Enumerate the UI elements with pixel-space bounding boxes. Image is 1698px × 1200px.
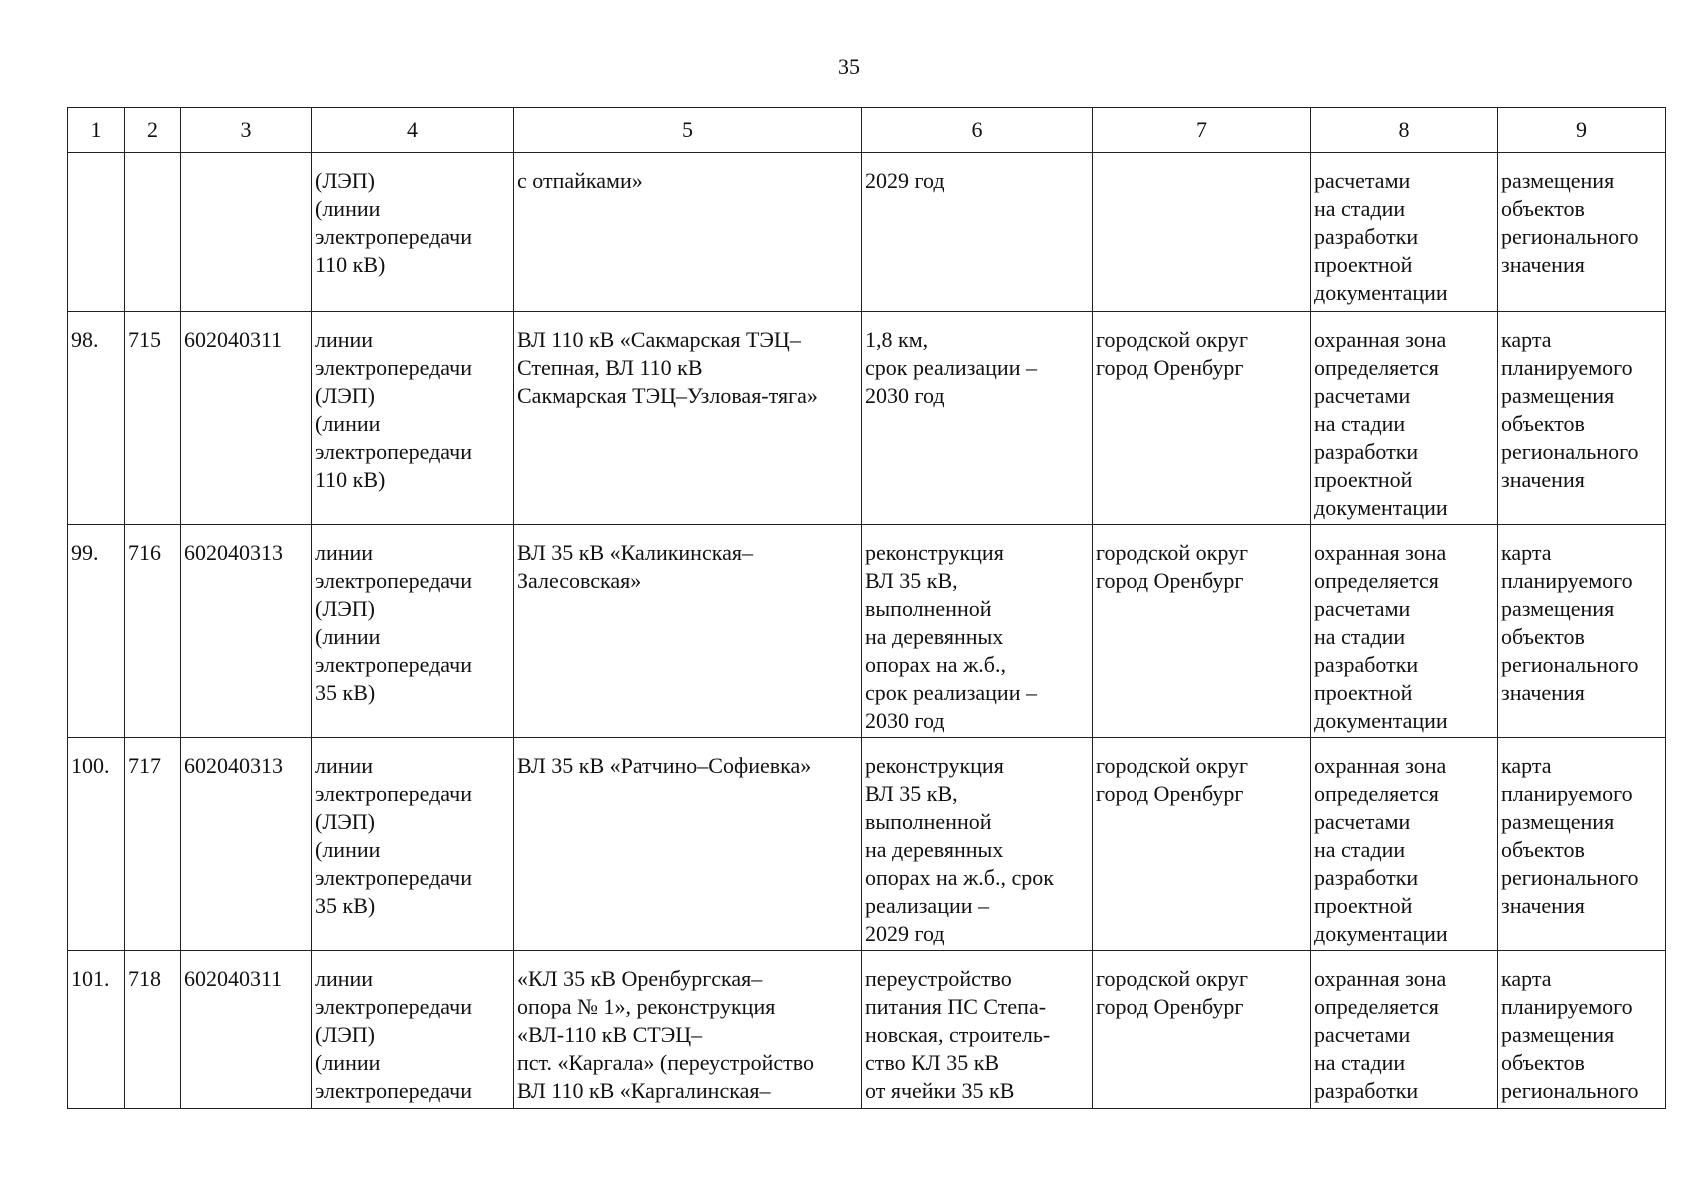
table-cell: линии электропередачи (ЛЭП) (линии электропередачи (312, 951, 514, 1109)
table-cell: карта планируемого размещения объектов регионального (1498, 951, 1666, 1109)
table-cell: реконструкция ВЛ 35 кВ, выполненной на деревянных опорах на ж.б., срок реализации – 2029 год (862, 738, 1093, 951)
table-cell: 99. (68, 525, 125, 738)
table-cell: 98. (68, 312, 125, 525)
table-cell: карта планируемого размещения объектов регионального значения (1498, 738, 1666, 951)
table-cell: реконструкция ВЛ 35 кВ, выполненной на деревянных опорах на ж.б., срок реализации – 2030 год (862, 525, 1093, 738)
table-cell: ВЛ 110 кВ «Сакмарская ТЭЦ– Степная, ВЛ 110 кВ Сакмарская ТЭЦ–Узловая-тяга» (514, 312, 862, 525)
table-cell: городской округ город Оренбург (1093, 312, 1311, 525)
table-cell: 718 (125, 951, 181, 1109)
header-cell: 2 (125, 108, 181, 153)
table-cell: размещения объектов регионального значения (1498, 153, 1666, 312)
table-cell: 1,8 км, срок реализации – 2030 год (862, 312, 1093, 525)
table-cell: (ЛЭП) (линии электропередачи 110 кВ) (312, 153, 514, 312)
table-cell: 602040313 (181, 738, 312, 951)
header-row (68, 108, 1666, 153)
table-cell (125, 153, 181, 312)
table-cell: переустройство питания ПС Степа- новская, строитель- ство КЛ 35 кВ от ячейки 35 кВ (862, 951, 1093, 1109)
table-cell: карта планируемого размещения объектов регионального значения (1498, 525, 1666, 738)
table-cell: «КЛ 35 кВ Оренбургская– опора № 1», реконструкция «ВЛ-110 кВ СТЭЦ– пст. «Каргала» (переустройство ВЛ 110 кВ «Каргалинская– (514, 951, 862, 1109)
table-cell: ВЛ 35 кВ «Каликинская– Залесовская» (514, 525, 862, 738)
header-cell: 5 (514, 108, 862, 153)
table-cell: городской округ город Оренбург (1093, 738, 1311, 951)
table-row (68, 525, 1666, 738)
table-cell: 2029 год (862, 153, 1093, 312)
table-cell: 717 (125, 738, 181, 951)
table-cell: охранная зона определяется расчетами на стадии разработки проектной документации (1311, 738, 1498, 951)
header-cell: 3 (181, 108, 312, 153)
header-cell: 7 (1093, 108, 1311, 153)
table-cell: линии электропередачи (ЛЭП) (линии электропередачи 35 кВ) (312, 525, 514, 738)
table-cell (1093, 153, 1311, 312)
table-row (68, 153, 1666, 312)
table-cell: охранная зона определяется расчетами на стадии разработки (1311, 951, 1498, 1109)
table-cell: 602040313 (181, 525, 312, 738)
table-cell: с отпайками» (514, 153, 862, 312)
table-cell: линии электропередачи (ЛЭП) (линии электропередачи 110 кВ) (312, 312, 514, 525)
table-cell: линии электропередачи (ЛЭП) (линии электропередачи 35 кВ) (312, 738, 514, 951)
table-cell: ВЛ 35 кВ «Ратчино–Софиевка» (514, 738, 862, 951)
table-cell: охранная зона определяется расчетами на стадии разработки проектной документации (1311, 312, 1498, 525)
table-row (68, 738, 1666, 951)
table-cell: охранная зона определяется расчетами на стадии разработки проектной документации (1311, 525, 1498, 738)
table-cell: 716 (125, 525, 181, 738)
table-cell: 602040311 (181, 312, 312, 525)
table-cell: 100. (68, 738, 125, 951)
header-cell: 4 (312, 108, 514, 153)
table-cell: городской округ город Оренбург (1093, 525, 1311, 738)
header-cell: 6 (862, 108, 1093, 153)
table-cell (181, 153, 312, 312)
table-cell: 602040311 (181, 951, 312, 1109)
table-row (68, 312, 1666, 525)
table-cell: карта планируемого размещения объектов регионального значения (1498, 312, 1666, 525)
table-row (68, 951, 1666, 1109)
table-cell (68, 153, 125, 312)
data-table (67, 107, 1666, 1109)
header-cell: 8 (1311, 108, 1498, 153)
header-cell: 9 (1498, 108, 1666, 153)
table-cell: городской округ город Оренбург (1093, 951, 1311, 1109)
table-cell: расчетами на стадии разработки проектной документации (1311, 153, 1498, 312)
header-cell: 1 (68, 108, 125, 153)
table-cell: 715 (125, 312, 181, 525)
page-number: 35 (838, 54, 860, 79)
table-cell: 101. (68, 951, 125, 1109)
